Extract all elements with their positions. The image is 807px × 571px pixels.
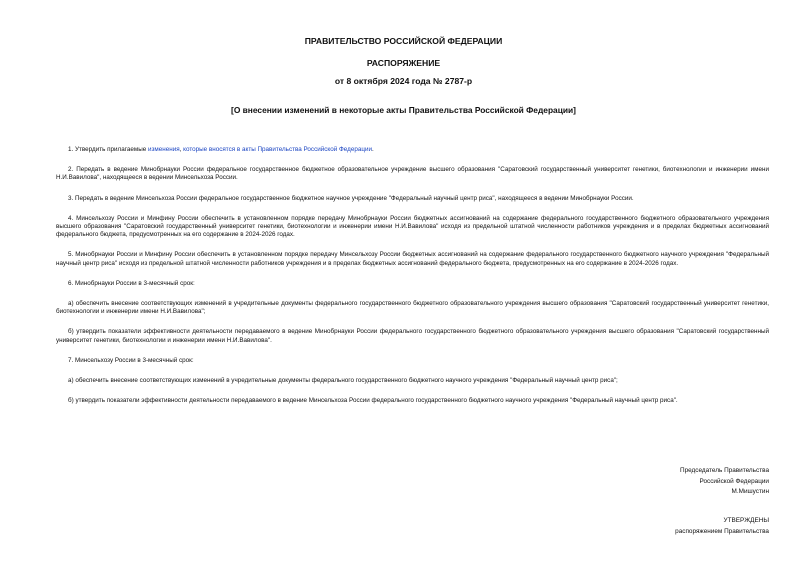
document-date-number: от 8 октября 2024 года № 2787-р xyxy=(334,76,473,86)
paragraph-7: 7. Минсельхозу России в 3-месячный срок: xyxy=(68,356,194,364)
document-type: РАСПОРЯЖЕНИЕ xyxy=(366,58,441,68)
approval-source: распоряжением Правительства xyxy=(675,527,769,535)
paragraph-2: 2. Передать в ведение Минобрнауки России федеральное государственное бюджетное образовательное учреждение высшего образования "Саратовский государственный университет генетики, биотехнологии и инженерии имени Н.И.Вавилова", находящееся в ведении Минсельхоза России. xyxy=(56,166,769,182)
paragraph-1-separator: , xyxy=(179,146,184,153)
paragraph-1-suffix: . xyxy=(371,146,374,153)
paragraph-7b: б) утвердить показатели эффективности деятельности передаваемого в ведение Минсельхоза России федерального государственного бюджетного научного учреждения "Федеральный научный центр риса". xyxy=(68,397,678,405)
paragraph-6: 6. Минобрнауки России в 3-месячный срок: xyxy=(68,279,195,287)
acts-link[interactable]: которые вносятся в акты Правительства Российской Федерации xyxy=(183,146,372,153)
signature-name: М.Мишустин xyxy=(731,488,769,495)
signature-org: Российской Федерации xyxy=(699,477,769,485)
document-subject: [О внесении изменений в некоторые акты Правительства Российской Федерации] xyxy=(231,105,576,115)
paragraph-7a: а) обеспечить внесение соответствующих изменений в учредительные документы федерального государственного бюджетного научного учреждения "Федеральный научный центр риса"; xyxy=(68,377,618,385)
paragraph-5: 5. Минобрнауки России и Минфину России обеспечить в установленном порядке передачу Минсельхозу России бюджетных ассигнований на содержание федерального государственного бюджетного научного учреждения "Федеральный научный центр риса" исходя из предельной штатной численности работников учреждения и в пределах бюджетных ассигнований федерального бюджета, предусмотренных на его содержание в 2024-2026 годах. xyxy=(56,251,769,267)
approval-stamp: УТВЕРЖДЕНЫ xyxy=(723,517,769,524)
paragraph-1-prefix: 1. Утвердить прилагаемые xyxy=(68,146,148,153)
paragraph-6b: б) утвердить показатели эффективности деятельности передаваемого в ведение Минобрнауки России федерального государственного бюджетного образовательного учреждения высшего образования "Саратовский государственный университет генетики, биотехнологии и инженерии имени Н.И.Вавилова". xyxy=(56,328,769,344)
document-body xyxy=(56,146,769,405)
government-heading: ПРАВИТЕЛЬСТВО РОССИЙСКОЙ ФЕДЕРАЦИИ xyxy=(304,36,503,46)
paragraph-1 xyxy=(56,146,769,154)
approval-block xyxy=(675,516,769,537)
signature-title: Председатель Правительства xyxy=(680,467,769,474)
signature-block xyxy=(680,466,769,498)
paragraph-6a: а) обеспечить внесение соответствующих изменений в учредительные документы федерального государственного бюджетного образовательного учреждения высшего образования "Саратовский государственный университет генетики, биотехнологии и инженерии имени Н.И.Вавилова"; xyxy=(56,300,769,316)
paragraph-4: 4. Минсельхозу России и Минфину России обеспечить в установленном порядке передачу Минобрнауки России бюджетных ассигнований на содержание федерального государственного бюджетного образовательного учреждения высшего образования "Саратовский государственный университет генетики, биотехнологии и инженерии имени Н.И.Вавилова" исходя из предельной штатной численности работников учреждения и в пределах бюджетных ассигнований федерального бюджета, предусмотренных на его содержание в 2024-2026 годах. xyxy=(56,214,769,239)
paragraph-3: 3. Передать в ведение Минсельхоза России федеральное государственное бюджетное научное учреждение "Федеральный научный центр риса", находящееся в ведении Минобрнауки России. xyxy=(68,194,634,202)
changes-link[interactable]: изменения xyxy=(148,146,180,153)
